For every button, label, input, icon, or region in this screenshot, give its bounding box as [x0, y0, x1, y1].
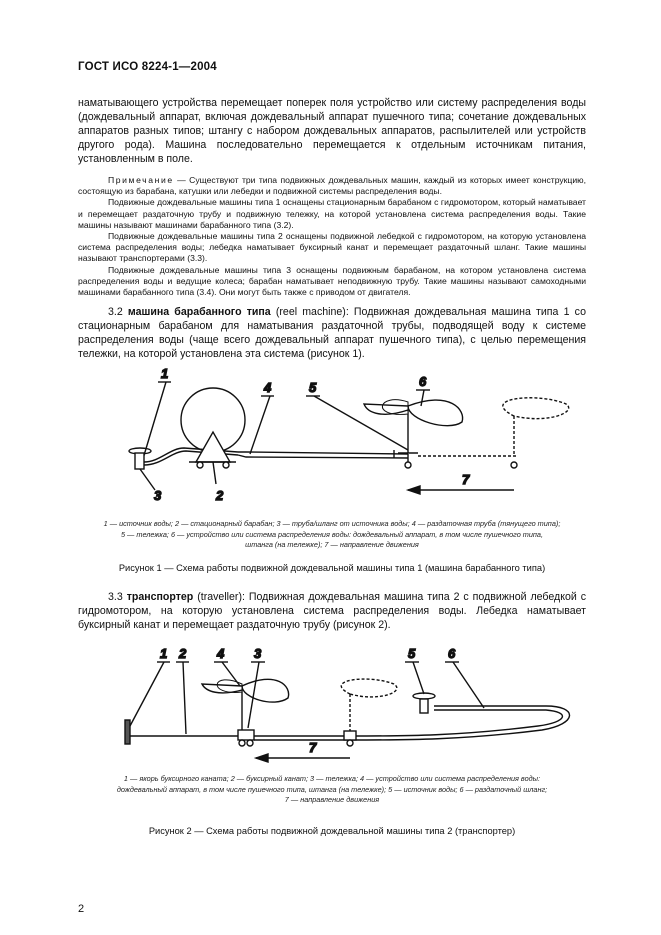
figure-2-legend	[78, 774, 586, 806]
intro-paragraph: наматывающего устройства перемещает поперек поля устройство или систему распределения воды (дождевальный аппарат, включая дождевальный аппарат пушечного типа; сочетание дождевальных аппаратов разных типов; штангу с набором дождевальных аппаратов, распылителей или устройств другого рода). Машина последовательно перемещается к отдельным источникам питания, установленным в поле.	[78, 97, 586, 165]
fig2-spray-pattern	[242, 679, 289, 702]
fig1-next-position	[418, 398, 569, 456]
figure-2-title: Рисунок 2 — Схема работы подвижной дождевальной машины типа 2 (транспортер)	[148, 826, 516, 836]
fig2-label-4: 4	[217, 646, 225, 661]
note-label: Примечание	[108, 175, 174, 185]
figure-1-diagram	[78, 362, 586, 512]
fig2-label-5: 5	[408, 646, 416, 661]
section-3-2	[78, 305, 586, 361]
note-type2: Подвижные дождевальные машины типа 2 оснащены подвижной лебедкой с гидромотором, на которую установлена система распределения воды; лебедка наматывает буксирный канат и перемещает раздаточный шланг. Такие машины называют транспортерами (3.3).	[78, 231, 586, 264]
fig1-label-6: 6	[419, 374, 427, 389]
figure-1-legend-line2: 5 — тележка; 6 — устройство или система распределения воды: дождевальный аппарат, в том числе пушечного типа,	[120, 529, 544, 539]
section-3-3-number: 3.3	[108, 591, 123, 603]
note-dash: —	[173, 175, 190, 185]
fig2-label-2: 2	[179, 646, 187, 661]
figure-2-legend-line2: дождевальный аппарат, в том числе пушечного типа, штанга (на тележке); 5 — источник воды; 6 — раздаточный шланг;	[116, 784, 548, 794]
section-3-3-term: транспортер	[126, 591, 194, 603]
note-type3: Подвижные дождевальные машины типа 3 оснащены подвижным барабаном, на котором установлена система распределения воды и ведущие колеса; барабан наматывает неподвижную трубу. Такие машины называют самоходными машинами барабанного типа (3.4). Они могут быть также с приводом от двигателя.	[78, 264, 586, 298]
figure-1-legend	[78, 519, 586, 551]
fig1-label-3: 3	[154, 488, 162, 503]
figure-2-diagram	[78, 640, 586, 765]
fig1-drum-frame	[196, 432, 230, 462]
fig2-next-position	[341, 679, 397, 732]
note-lead	[78, 175, 586, 197]
fig2-trolley	[238, 730, 254, 740]
fig2-label-1: 1	[160, 646, 168, 661]
page-number: 2	[78, 903, 85, 915]
fig1-label-7: 7	[462, 472, 470, 487]
fig1-label-2: 2	[216, 488, 224, 503]
fig1-label-5: 5	[309, 380, 317, 395]
fig1-label-4: 4	[264, 380, 272, 395]
section-3-2-en: (reel machine)	[275, 306, 346, 318]
section-3-3-en: (traveller)	[197, 591, 242, 603]
figure-2-legend-line3: 7 — направление движения	[284, 795, 380, 804]
fig1-label-1: 1	[161, 366, 169, 381]
section-3-2-definition: : Подвижная дождевальная машина типа 1 со стационарным барабаном для наматывания раздаточной трубы, подводящей воду к системе распределения воды (чаще всего дождевальный аппарат пушечного типа), с целью перемещения тележки, на которой установлена эта система (рисунок 1).	[78, 306, 586, 360]
section-3-3-definition: : Подвижная дождевальная машина типа 2 с подвижной лебедкой с гидромотором, на которую установлена система распределения воды. Лебедка наматывает буксирный канат и перемещает раздаточную трубу (рисунок 2).	[78, 591, 587, 631]
fig2-label-3: 3	[254, 646, 262, 661]
fig2-label-7: 7	[309, 740, 317, 755]
figure-1-title: Рисунок 1 — Схема работы подвижной дождевальной машины типа 1 (машина барабанного типа)	[118, 563, 546, 573]
fig2-anchor	[125, 720, 130, 744]
fig1-delivery-pipe	[238, 452, 408, 454]
document-header: ГОСТ ИСО 8224-1—2004	[78, 61, 217, 73]
note-lead-text: Существуют три типа подвижных дождевальных машин, каждый из которых имеет конструкцию, состоящую из барабана, катушки или лебедки и подвижной системы распределения воды.	[78, 175, 586, 197]
fig1-spray-pattern	[408, 400, 463, 426]
figure-2-legend-line1: 1 — якорь буксирного каната; 2 — буксирный канат; 3 — тележка; 4 — устройство или система распределения воды:	[123, 774, 541, 783]
note-block	[78, 175, 586, 298]
fig1-water-source-body	[135, 453, 144, 469]
note-type1: Подвижные дождевальные машины типа 1 оснащены стационарным барабаном с гидромотором, который наматывает и перемещает раздаточную трубу и подвижную тележку, на которой установлена система распределения воды. Такие машины называют машинами барабанного типа (3.2).	[78, 197, 586, 230]
fig2-water-source-body	[420, 699, 428, 713]
fig2-delivery-hose	[254, 710, 562, 736]
section-3-3	[78, 590, 586, 632]
section-3-2-number: 3.2	[108, 306, 123, 318]
fig2-label-6: 6	[448, 646, 456, 661]
figure-1-legend-line3: штанга (на тележке); 7 — направление движения	[245, 540, 419, 549]
section-3-2-term: машина барабанного типа	[127, 306, 271, 318]
figure-1-legend-line1: 1 — источник воды; 2 — стационарный барабан; 3 — труба/шланг от источника воды; 4 — раздаточная труба (тянущего типа);	[103, 519, 561, 528]
